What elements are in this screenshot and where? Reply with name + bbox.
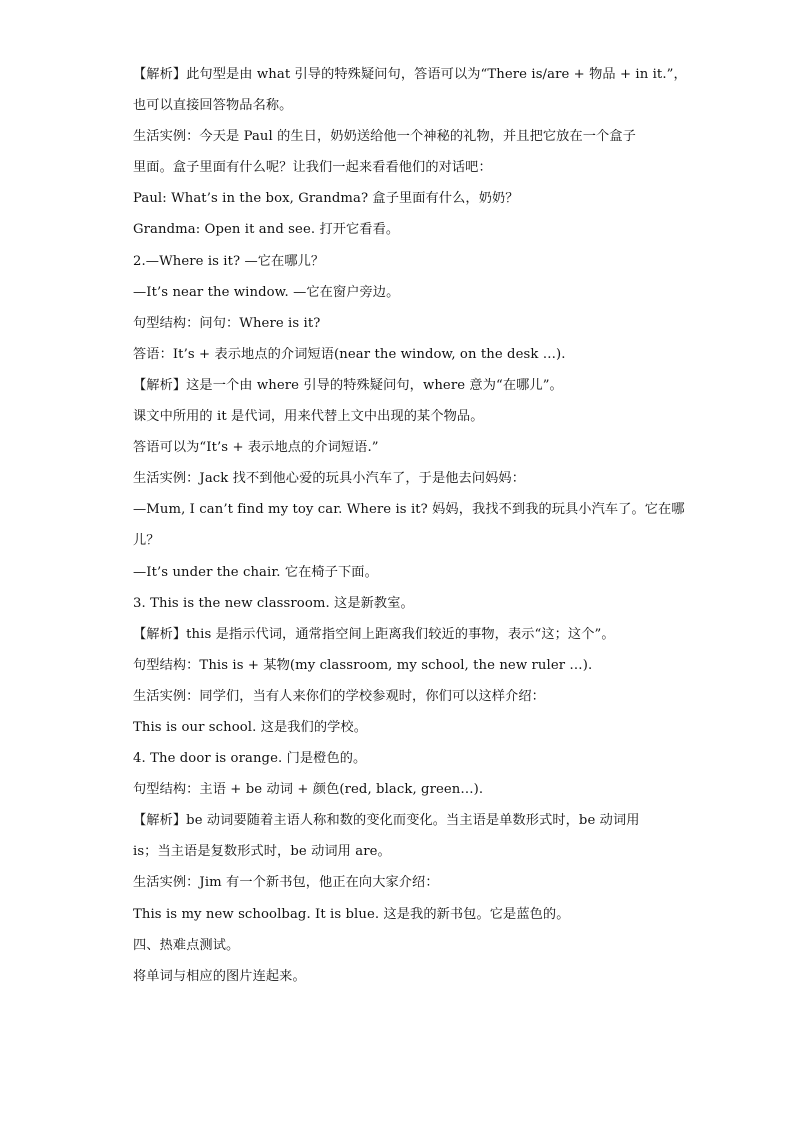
text-line: 生活实例：今天是 Paul 的生日，奶奶送给他一个神秘的礼物，并且把它放在一个盒子 bbox=[133, 129, 636, 145]
text-line: 2.—Where is it? —它在哪儿？ bbox=[133, 253, 325, 269]
text-line: 3. This is the new classroom. 这是新教室。 bbox=[133, 595, 414, 611]
text-line: —Mum, I can’t find my toy car. Where is it? 妈妈，我找不到我的玩具小汽车了。它在哪 bbox=[133, 502, 685, 518]
text-line: 生活实例：Jim 有一个新书包，他正在向大家介绍： bbox=[133, 875, 439, 891]
text-line: Grandma: Open it and see. 打开它看看。 bbox=[133, 222, 400, 238]
text-line: Paul: What’s in the box, Grandma? 盒子里面有什么，奶奶？ bbox=[133, 191, 519, 207]
text-line: 儿？ bbox=[133, 533, 160, 549]
text-line: 句型结构：This is + 某物(my classroom, my school, the new ruler …). bbox=[133, 657, 593, 673]
text-line: 也可以直接回答物品名称。 bbox=[133, 98, 293, 114]
text-line: This is my new schoolbag. It is blue. 这是我的新书包。它是蓝色的。 bbox=[133, 906, 570, 922]
text-line: 【解析】这是一个由 where 引导的特殊疑问句，where 意为“在哪儿”。 bbox=[133, 377, 563, 393]
text-line: 答语：It’s + 表示地点的介词短语(near the window, on the desk …). bbox=[133, 346, 566, 362]
text-line: —It’s under the chair. 它在椅子下面。 bbox=[133, 564, 378, 580]
document-body bbox=[133, 64, 687, 997]
text-line: 句型结构：问句：Where is it? bbox=[133, 315, 321, 331]
text-line: 4. The door is orange. 门是橙色的。 bbox=[133, 751, 367, 767]
text-line: 【解析】此句型是由 what 引导的特殊疑问句，答语可以为“There is/are + 物品 + in it.”， bbox=[133, 67, 687, 82]
text-line: 答语可以为“It’s + 表示地点的介词短语.” bbox=[133, 440, 379, 456]
text-line: 课文中所用的 it 是代词，用来代替上文中出现的某个物品。 bbox=[133, 409, 484, 425]
text-line: —It’s near the window. —它在窗户旁边。 bbox=[133, 284, 400, 300]
text-line: This is our school. 这是我们的学校。 bbox=[133, 719, 367, 735]
text-line: 句型结构：主语 + be 动词 + 颜色(red, black, green…). bbox=[133, 782, 484, 798]
text-line: 【解析】this 是指示代词，通常指空间上距离我们较近的事物，表示“这；这个”。 bbox=[133, 626, 615, 642]
text-line: 将单词与相应的图片连起来。 bbox=[133, 968, 306, 984]
text-line: 生活实例：Jack 找不到他心爱的玩具小汽车了，于是他去问妈妈： bbox=[133, 471, 525, 487]
text-line: 【解析】be 动词要随着主语人称和数的变化而变化。当主语是单数形式时，be 动词用 bbox=[133, 813, 640, 829]
section-heading: 四、热难点测试。 bbox=[133, 937, 240, 953]
text-line: is；当主语是复数形式时，be 动词用 are。 bbox=[133, 844, 391, 860]
text-line: 生活实例：同学们，当有人来你们的学校参观时，你们可以这样介绍： bbox=[133, 688, 545, 704]
text-line: 里面。盒子里面有什么呢？让我们一起来看看他们的对话吧： bbox=[133, 160, 492, 176]
